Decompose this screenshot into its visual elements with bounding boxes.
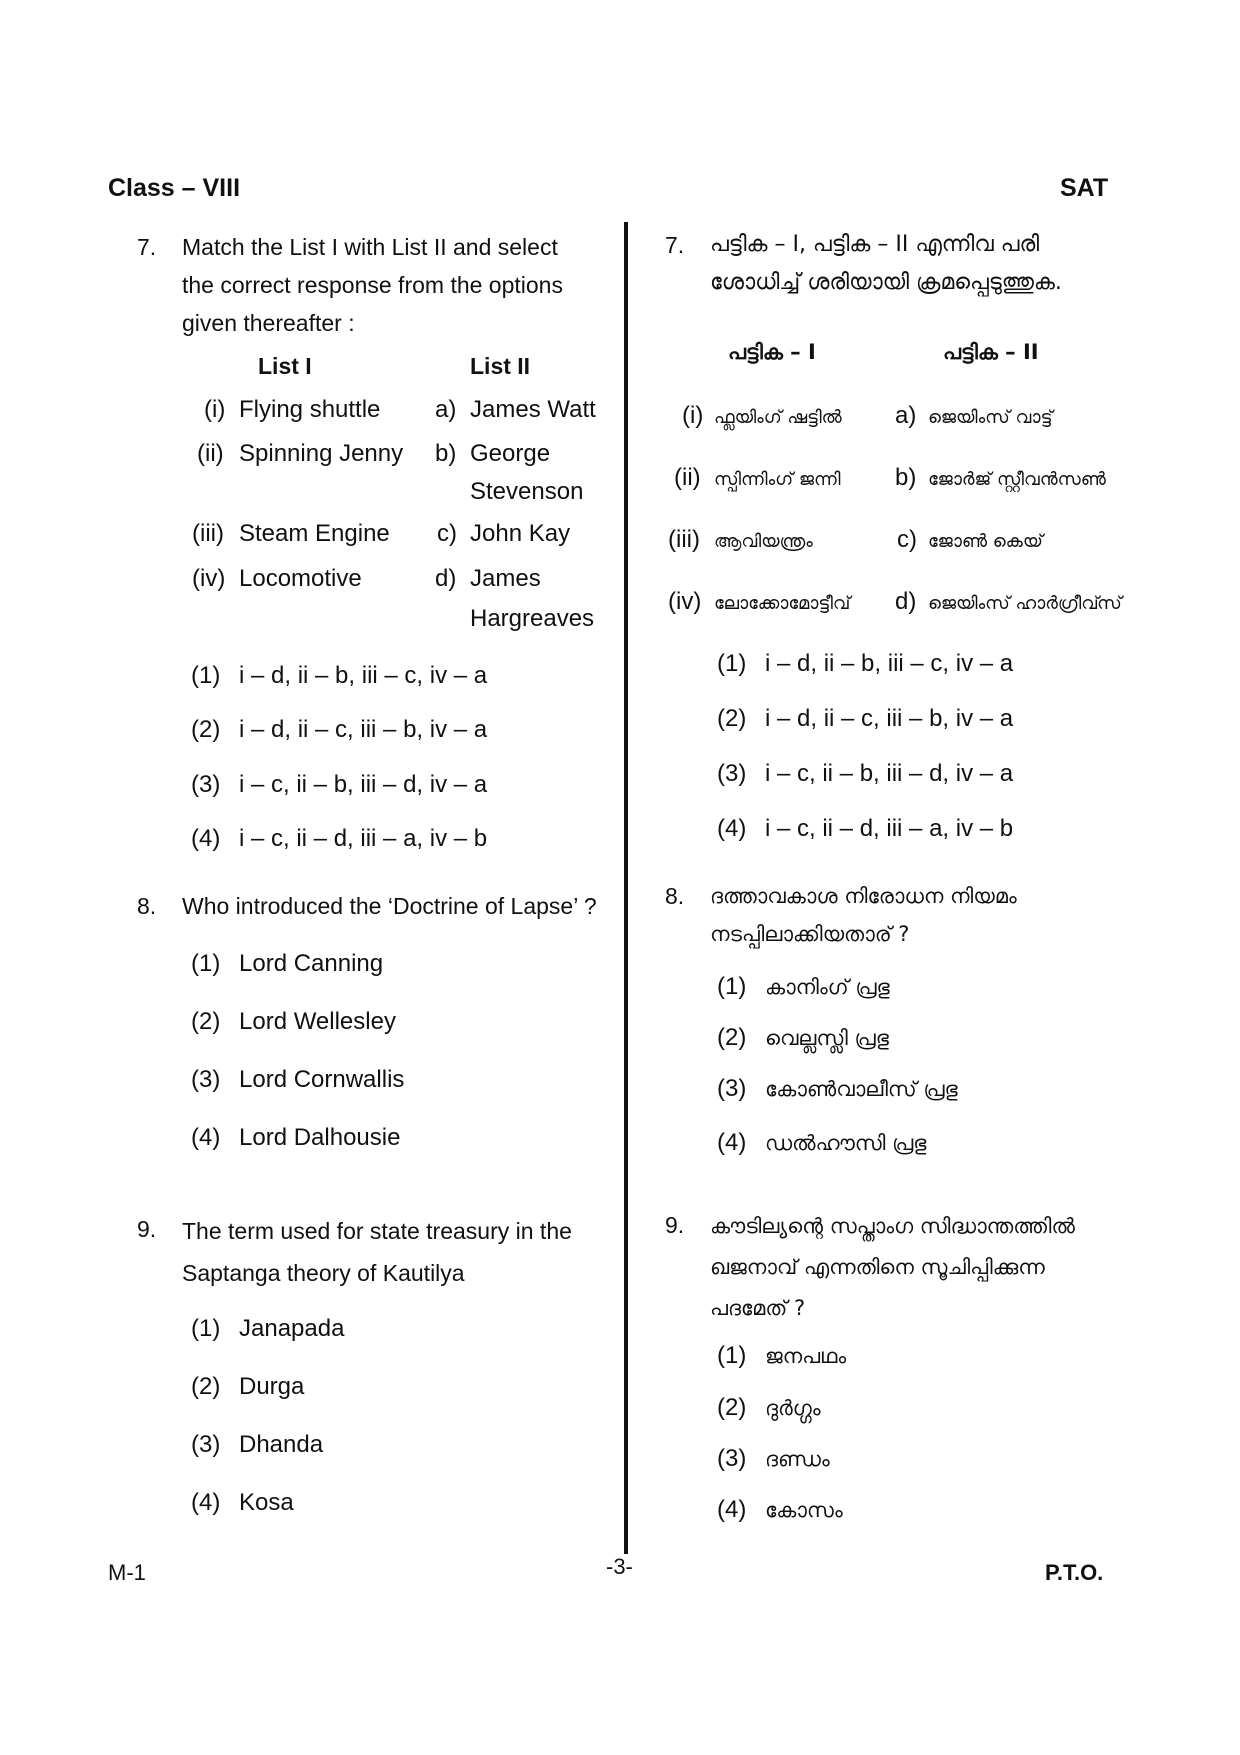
- question-number: 7.: [137, 234, 157, 260]
- question-text: Match the List I with List II and select the correct response from the options given thereafter :: [182, 234, 563, 336]
- paper-code: M-1: [108, 1560, 146, 1585]
- answer-option[interactable]: (3) കോൺവാലീസ് പ്രഭു: [717, 1075, 958, 1102]
- question-number: 8.: [665, 883, 685, 909]
- answer-option[interactable]: (4) Kosa: [191, 1489, 294, 1516]
- answer-option[interactable]: (4) Lord Dalhousie: [191, 1124, 401, 1151]
- list2-heading: പട്ടിക – II: [943, 340, 1039, 364]
- page-number: -3-: [606, 1554, 633, 1579]
- answer-option[interactable]: (2) Lord Wellesley: [191, 1008, 396, 1035]
- list1-heading: പട്ടിക – I: [728, 340, 816, 364]
- question-text: കൗടില്യന്റെ സപ്താംഗ സിദ്ധാന്തത്തിൽ ഖജനാവ് എന്നതിനെ സൂചിപ്പിക്കുന്ന പദമേത് ?: [710, 1214, 1075, 1320]
- exam-label: SAT: [1060, 174, 1109, 202]
- answer-option[interactable]: (4) i – c, ii – d, iii – a, iv – b: [717, 815, 1014, 842]
- answer-option[interactable]: (1) കാനിംഗ് പ്രഭു: [717, 973, 890, 1000]
- answer-option[interactable]: (1) ജനപഥം: [717, 1342, 847, 1369]
- question-number: 9.: [665, 1212, 685, 1238]
- column-divider: [624, 222, 628, 1554]
- answer-option[interactable]: (1) Janapada: [191, 1315, 345, 1342]
- list2-heading: List II: [470, 353, 531, 379]
- answer-option[interactable]: (1) Lord Canning: [191, 950, 384, 977]
- question-text: ദത്താവകാശ നിരോധന നിയമം നടപ്പിലാക്കിയതാര് ?: [710, 884, 1017, 946]
- class-label: Class – VIII: [108, 174, 241, 202]
- answer-option[interactable]: (3) Dhanda: [191, 1431, 324, 1458]
- question-number: 7.: [665, 232, 685, 258]
- answer-option[interactable]: (4) കോസം: [717, 1496, 843, 1523]
- question-text: Who introduced the ‘Doctrine of Lapse’ ?: [182, 893, 597, 919]
- list1-heading: List I: [258, 353, 312, 379]
- please-turn-over: P.T.O.: [1045, 1560, 1104, 1585]
- answer-option[interactable]: (4) i – c, ii – d, iii – a, iv – b: [191, 825, 488, 852]
- question-number: 9.: [137, 1216, 157, 1242]
- answer-option[interactable]: (3) i – c, ii – b, iii – d, iv – a: [717, 760, 1014, 787]
- answer-option[interactable]: (3) i – c, ii – b, iii – d, iv – a: [191, 771, 488, 798]
- answer-option[interactable]: (2) i – d, ii – c, iii – b, iv – a: [191, 716, 488, 743]
- answer-option[interactable]: (4) ഡൽഹൗസി പ്രഭു: [717, 1129, 927, 1156]
- question-number: 8.: [137, 893, 157, 919]
- answer-option[interactable]: (2) വെല്ലസ്ലി പ്രഭു: [717, 1024, 889, 1051]
- question-text: The term used for state treasury in the Saptanga theory of Kautilya: [182, 1218, 572, 1286]
- question-text: പട്ടിക – I, പട്ടിക – II എന്നിവ പരി ശോധിച്ച് ശരിയായി ക്രമപ്പെടുത്തുക.: [710, 232, 1062, 295]
- answer-option[interactable]: (2) ദുർഗ്ഗം: [717, 1394, 821, 1421]
- answer-option[interactable]: (3) ദണ്ഡം: [717, 1445, 830, 1472]
- answer-option[interactable]: (3) Lord Cornwallis: [191, 1066, 405, 1093]
- answer-option[interactable]: (2) Durga: [191, 1373, 305, 1400]
- answer-option[interactable]: (1) i – d, ii – b, iii – c, iv – a: [717, 650, 1014, 677]
- answer-option[interactable]: (1) i – d, ii – b, iii – c, iv – a: [191, 662, 488, 689]
- answer-option[interactable]: (2) i – d, ii – c, iii – b, iv – a: [717, 705, 1014, 732]
